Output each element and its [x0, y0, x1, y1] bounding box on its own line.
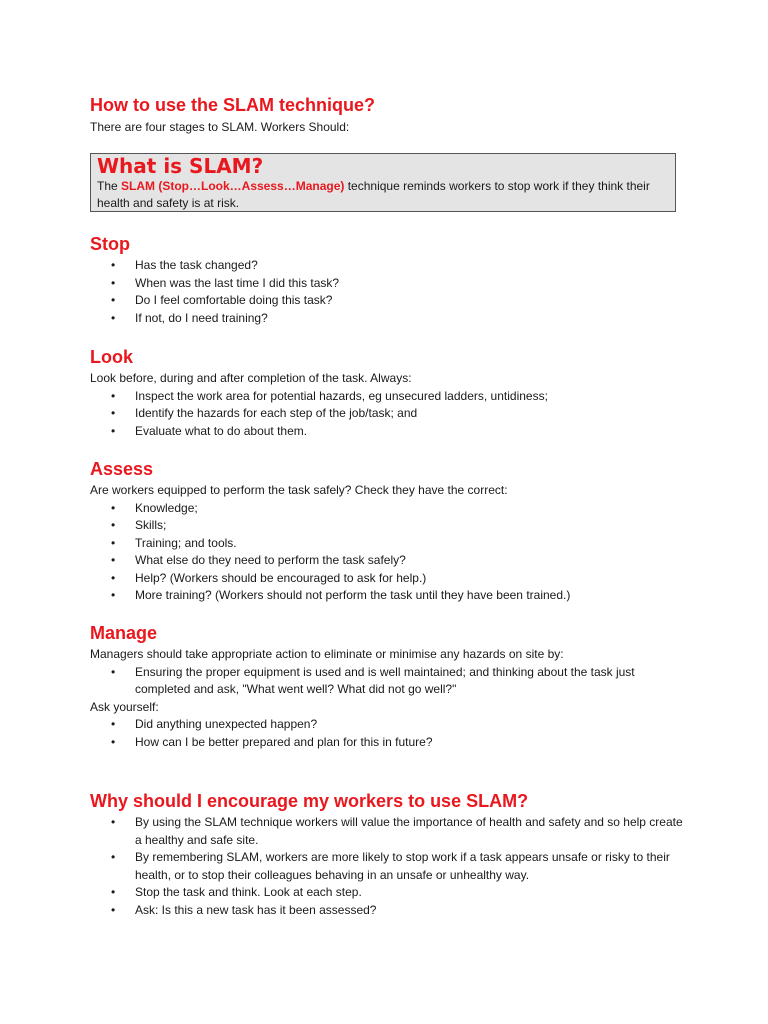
- why-heading: Why should I encourage my workers to use SLAM?: [90, 791, 529, 811]
- list-item: • Did anything unexpected happen?: [90, 716, 690, 734]
- ask-yourself-label: Ask yourself:: [90, 699, 159, 714]
- why-list: [90, 814, 690, 919]
- bullet-icon: •: [111, 570, 116, 585]
- assess-section: [90, 458, 690, 605]
- manage-list: [90, 664, 690, 699]
- bullet-icon: •: [111, 734, 116, 749]
- list-item: • Do I feel comfortable doing this task?: [90, 292, 690, 310]
- list-item: • If not, do I need training?: [90, 310, 690, 328]
- bullet-icon: •: [111, 275, 116, 290]
- list-item: • How can I be better prepared and plan for this in future?: [90, 734, 690, 752]
- list-item: • Skills;: [90, 517, 690, 535]
- page-title: How to use the SLAM technique?: [90, 95, 376, 115]
- bullet-icon: •: [111, 310, 116, 325]
- ask-yourself-list: [90, 716, 690, 751]
- bullet-icon: •: [111, 518, 116, 532]
- bullet-icon: •: [111, 500, 116, 515]
- list-item: • Help? (Workers should be encouraged to ask for help.): [90, 570, 690, 588]
- bullet-icon: •: [111, 535, 116, 550]
- list-item: • Knowledge;: [90, 500, 690, 518]
- list-item: • Stop the task and think. Look at each step.: [90, 884, 690, 902]
- bullet-icon: •: [111, 388, 116, 403]
- look-list: [90, 388, 690, 441]
- bullet-icon: •: [111, 902, 116, 917]
- why-section: [90, 790, 690, 919]
- list-item: • What else do they need to perform the task safely?: [90, 552, 690, 570]
- list-item: • Ask: Is this a new task has it been assessed?: [90, 902, 690, 920]
- what-is-slam-text-before: The: [97, 179, 122, 193]
- stop-list: [90, 257, 690, 327]
- list-item: • More training? (Workers should not perform the task until they have been trained.): [90, 587, 690, 605]
- list-item: • Evaluate what to do about them.: [90, 423, 690, 441]
- list-item: • When was the last time I did this task?: [90, 275, 690, 293]
- bullet-icon: •: [111, 588, 116, 602]
- assess-intro: Are workers equipped to perform the task safely? Check they have the correct:: [90, 483, 508, 497]
- bullet-icon: •: [111, 717, 116, 731]
- bullet-icon: •: [111, 293, 116, 307]
- intro-text: There are four stages to SLAM. Workers Should:: [90, 120, 350, 134]
- bullet-icon: •: [111, 258, 116, 272]
- bullet-icon: •: [111, 553, 116, 567]
- what-is-slam-text: [97, 178, 669, 212]
- look-intro: Look before, during and after completion of the task. Always:: [90, 371, 412, 385]
- bullet-icon: •: [111, 664, 116, 679]
- assess-heading: Assess: [90, 459, 154, 479]
- what-is-slam-text-after: technique reminds workers to stop work if they think their health and safety is at risk.: [97, 179, 650, 210]
- stop-heading: Stop: [90, 234, 130, 254]
- list-item: • By remembering SLAM, workers are more likely to stop work if a task appears unsafe or risky to their health, or to stop their colleagues behaving in an unsafe or unhealthy way.: [111, 850, 670, 882]
- manage-intro: Managers should take appropriate action to eliminate or minimise any hazards on site by:: [90, 647, 564, 661]
- manage-heading: Manage: [90, 623, 158, 643]
- bullet-icon: •: [111, 815, 116, 829]
- what-is-slam-box: [90, 153, 676, 212]
- look-heading: Look: [90, 347, 133, 367]
- list-item: • Ensuring the proper equipment is used and is well maintained; and thinking about the task just completed and ask, "What went well? What did not go well?": [111, 664, 635, 696]
- bullet-icon: •: [111, 850, 116, 864]
- list-item: • By using the SLAM technique workers will value the importance of health and safety and so help create a healthy and safe site.: [111, 815, 683, 847]
- what-is-slam-title: What is SLAM?: [97, 154, 264, 178]
- manage-section: [90, 622, 690, 751]
- list-item: • Inspect the work area for potential hazards, eg unsecured ladders, untidiness;: [90, 388, 690, 406]
- assess-list: [90, 500, 690, 605]
- slam-acronym-highlight: SLAM (Stop…Look…Assess…Manage): [121, 179, 345, 193]
- bullet-icon: •: [111, 423, 116, 438]
- list-item: • Identify the hazards for each step of the job/task; and: [90, 405, 690, 423]
- stop-section: [90, 233, 690, 327]
- list-item: • Training; and tools.: [90, 535, 690, 553]
- bullet-icon: •: [111, 406, 116, 420]
- bullet-icon: •: [111, 885, 116, 899]
- look-section: [90, 346, 690, 440]
- list-item: • Has the task changed?: [90, 257, 690, 275]
